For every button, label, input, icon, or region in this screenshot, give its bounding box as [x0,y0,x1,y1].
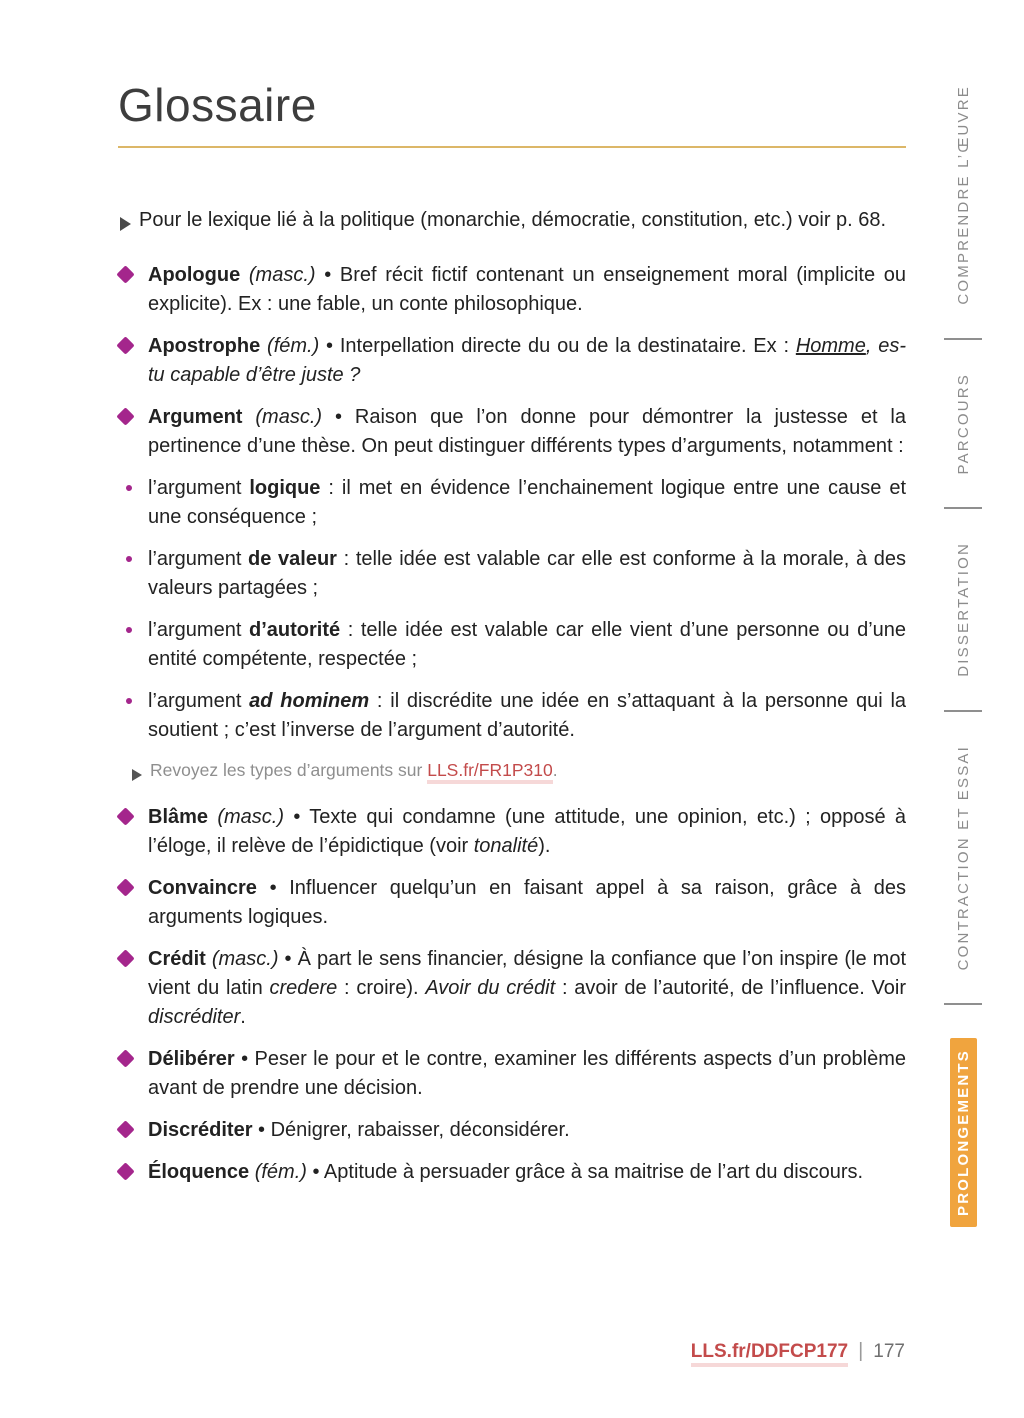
entry-text: Blâme (masc.) • Texte qui condamne (une attitude, une opinion, etc.) ; opposé à l’éloge, il relève de l’épidictique (voir tonalité). [148,806,906,857]
tab-comprendre-loeuvre: COMPRENDRE L’ŒUVRE [954,85,972,305]
tab-dissertation: DISSERTATION [954,542,972,677]
sub-argument-autorite [118,616,906,674]
entry-text: Délibérer • Peser le pour et le contre, examiner les différents aspects d’un problème avant de prendre une décision. [148,1048,906,1099]
tab-separator [944,1003,982,1005]
entry-apostrophe [118,332,906,390]
entry-text: Argument (masc.) • Raison que l’on donne pour démontrer la justesse et la pertinence d’une thèse. On peut distinguer différents types d’arguments, notamment : [148,406,906,457]
page-number: 177 [873,1341,905,1362]
intro-paragraph [118,206,906,235]
entry-convaincre [118,874,906,932]
diamond-bullet-icon [118,1116,148,1145]
entry-text: Discréditer • Dénigrer, rabaisser, déconsidérer. [148,1119,570,1141]
tab-separator [944,507,982,509]
entry-eloquence [118,1158,906,1187]
entry-text: Éloquence (fém.) • Aptitude à persuader grâce à sa maitrise de l’art du discours. [148,1161,864,1183]
sub-argument-logique [118,474,906,532]
tab-parcours: PARCOURS [954,372,972,475]
sub-argument-text: l’argument logique : il met en évidence l’enchainement logique entre une cause et une conséquence ; [148,477,906,528]
sub-argument-ad-hominem [118,687,906,745]
tab-contraction-et-essai: CONTRACTION ET ESSAI [954,744,972,971]
sub-argument-de-valeur [118,545,906,603]
entry-argument [118,403,906,461]
footer-separator: | [858,1340,864,1362]
reference-note-text: Revoyez les types d’arguments sur LLS.fr/FR1P310. [150,758,558,782]
triangle-bullet-icon [120,211,131,240]
diamond-bullet-icon [118,803,148,861]
entry-credit [118,945,906,1032]
diamond-bullet-icon [118,403,148,461]
page-title: Glossaire [118,78,906,148]
entry-apologue [118,261,906,319]
reference-note [132,758,906,787]
sub-argument-text: l’argument d’autorité : telle idée est valable car elle vient d’une personne ou d’une entité compétente, respectée ; [148,619,907,670]
glossary-entries [118,261,906,1187]
entry-discrediter [118,1116,906,1145]
dot-bullet-icon [118,687,148,745]
diamond-bullet-icon [118,1158,148,1187]
diamond-bullet-icon [118,332,148,390]
dot-bullet-icon [118,616,148,674]
sub-argument-text: l’argument ad hominem : il discrédite une idée en s’attaquant à la personne qui la soutient ; c’est l’inverse de l’argument d’autorité. [148,690,907,741]
footer-link[interactable]: LLS.fr/DDFCP177 [691,1341,848,1367]
tab-prolongements-active: PROLONGEMENTS [950,1038,977,1227]
dot-bullet-icon [118,545,148,603]
diamond-bullet-icon [118,1045,148,1103]
entry-text: Apologue (masc.) • Bref récit fictif contenant un enseignement moral (implicite ou explicite). Ex : une fable, un conte philosophique. [148,264,906,315]
tab-separator [944,710,982,712]
diamond-bullet-icon [118,261,148,319]
main-content [118,78,906,1200]
diamond-bullet-icon [118,945,148,1032]
page-footer [691,1340,905,1367]
entry-deliberer [118,1045,906,1103]
entry-blame [118,803,906,861]
dot-bullet-icon [118,474,148,532]
triangle-bullet-icon [132,763,142,787]
sub-argument-text: l’argument de valeur : telle idée est valable car elle est conforme à la morale, à des valeurs partagées ; [148,548,907,599]
diamond-bullet-icon [118,874,148,932]
entry-text: Apostrophe (fém.) • Interpellation directe du ou de la destinataire. Ex : Homme, es-tu capable d’être juste ? [148,335,906,386]
intro-text: Pour le lexique lié à la politique (monarchie, démocratie, constitution, etc.) voir p. 68. [139,209,887,231]
entry-text: Convaincre • Influencer quelqu’un en faisant appel à sa raison, grâce à des arguments logiques. [148,877,906,928]
tab-separator [944,338,982,340]
section-tabs-sidebar [950,85,976,1227]
entry-text: Crédit (masc.) • À part le sens financier, désigne la confiance que l’on inspire (le mot vient du latin credere : croire). Avoir du crédit : avoir de l’autorité, de l’influence. Voir discréditer. [148,948,906,1028]
